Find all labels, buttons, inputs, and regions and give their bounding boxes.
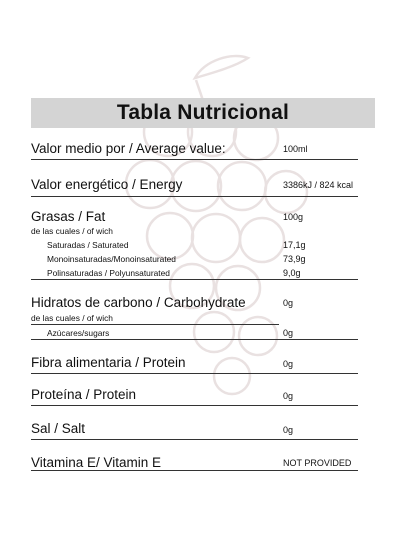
divider [31,279,358,280]
energy-label: Valor energético / Energy [31,177,183,192]
salt-label: Sal / Salt [31,421,86,436]
vitamin-e-label: Vitamina E/ Vitamin E [31,455,162,470]
salt-value: 0g [283,425,294,435]
fibre-value: 0g [283,359,294,369]
carbohydrate-label: Hidratos de carbono / Carbohydrate [31,295,246,310]
fat-of-which-label: de las cuales / of wich [31,226,113,236]
divider [31,470,358,471]
divider [31,196,358,197]
monounsaturated-label: Monoinsaturadas/Monoinsaturated [47,254,176,264]
average-value: 100ml [283,144,308,154]
protein-value: 0g [283,391,294,401]
vitamin-e-value: NOT PROVIDED [283,458,352,468]
divider [31,405,358,406]
divider [31,324,279,325]
divider [31,339,358,340]
polyunsaturated-label: Polinsaturadas / Polyunsaturated [47,268,170,278]
sugars-label: Azúcares/sugars [47,328,110,338]
monounsaturated-value: 73,9g [283,254,306,264]
saturated-label: Saturadas / Saturated [47,240,129,250]
sugars-value: 0g [283,328,294,338]
protein-label: Proteína / Protein [31,387,137,402]
fat-value: 100g [283,212,304,222]
divider [31,159,358,160]
carbs-of-which-label: de las cuales / of wich [31,313,113,323]
title-bar [31,98,375,128]
table-title: Tabla Nutricional [116,101,290,124]
carbohydrate-value: 0g [283,298,294,308]
energy-value: 3386kJ / 824 kcal [283,180,354,190]
saturated-value: 17,1g [283,240,306,250]
fat-label: Grasas / Fat [31,209,106,224]
fibre-label: Fibra alimentaria / Protein [31,355,186,370]
divider [31,373,358,374]
average-label: Valor medio por / Average value: [31,141,226,156]
divider [31,439,358,440]
polyunsaturated-value: 9,0g [283,268,301,278]
